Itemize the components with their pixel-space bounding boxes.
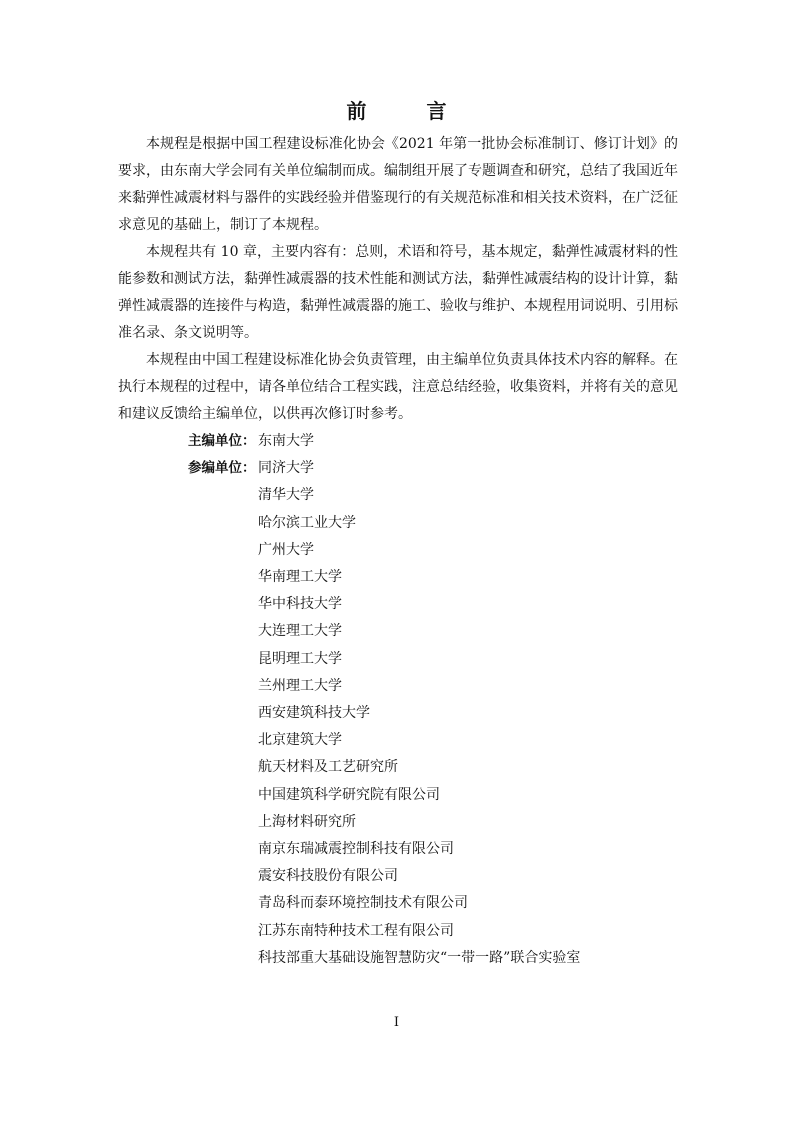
list-item: 江苏东南特种技术工程有限公司 <box>258 922 454 939</box>
paragraph-management-feedback: 本规程由中国工程建设标准化协会负责管理，由主编单位负责具体技术内容的解释。在执行本规程的过程中，请各单位结合工程实践，注意总结经验，收集资料，并将有关的意见和建议反馈给主编单位，以供再次修订时参考。 <box>118 352 678 422</box>
list-item: 中国建筑科学研究院有限公司 <box>258 786 440 803</box>
list-item: 震安科技股份有限公司 <box>258 868 398 885</box>
list-item: 兰州理工大学 <box>258 677 342 694</box>
paragraph-contents-summary: 本规程共有 10 章，主要内容有：总则，术语和符号，基本规定，黏弹性减震材料的性能参数和测试方法，黏弹性减震器的技术性能和测试方法，黏弹性减震结构的设计计算，黏弹性减震器的连接件与构造，黏弹性减震器的施工、验收与维护、本规程用词说明、引用标准名录、条文说明等。 <box>118 244 678 341</box>
list-item: 北京建筑大学 <box>258 732 342 749</box>
list-item: 同济大学 <box>258 460 314 477</box>
list-item: 航天材料及工艺研究所 <box>258 759 398 776</box>
page-title: 前 言 <box>346 99 467 123</box>
list-item: 华中科技大学 <box>258 596 342 613</box>
list-item: 科技部重大基础设施智慧防灾“一带一路”联合实验室 <box>258 949 581 966</box>
list-item: 大连理工大学 <box>258 623 342 640</box>
participants-row <box>188 455 580 972</box>
chief-editor-row <box>188 428 580 455</box>
list-item: 广州大学 <box>258 541 314 558</box>
list-item: 昆明理工大学 <box>258 650 342 667</box>
list-item: 清华大学 <box>258 487 314 504</box>
list-item: 哈尔滨工业大学 <box>258 514 356 531</box>
participants-list <box>258 455 580 972</box>
chief-editor-label: 主编单位： <box>188 433 256 449</box>
page-number: I <box>393 1015 400 1030</box>
organizations-block <box>188 428 580 972</box>
participants-label: 参编单位： <box>188 460 256 477</box>
preface-body <box>118 131 678 428</box>
list-item: 青岛科而泰环境控制技术有限公司 <box>258 895 468 912</box>
list-item: 华南理工大学 <box>258 569 342 586</box>
paragraph-compilation-basis: 本规程是根据中国工程建设标准化协会《2021 年第一批协会标准制订、修订计划》的要求，由东南大学会同有关单位编制而成。编制组开展了专题调查和研究，总结了我国近年来黏弹性减震材料与器件的实践经验并借鉴现行的有关规范标准和相关技术资料，在广泛征求意见的基础上，制订了本规程。 <box>118 136 678 233</box>
list-item: 上海材料研究所 <box>258 813 356 830</box>
list-item: 南京东瑞减震控制科技有限公司 <box>258 841 454 858</box>
chief-editor-value: 东南大学 <box>258 433 314 449</box>
list-item: 西安建筑科技大学 <box>258 705 370 722</box>
